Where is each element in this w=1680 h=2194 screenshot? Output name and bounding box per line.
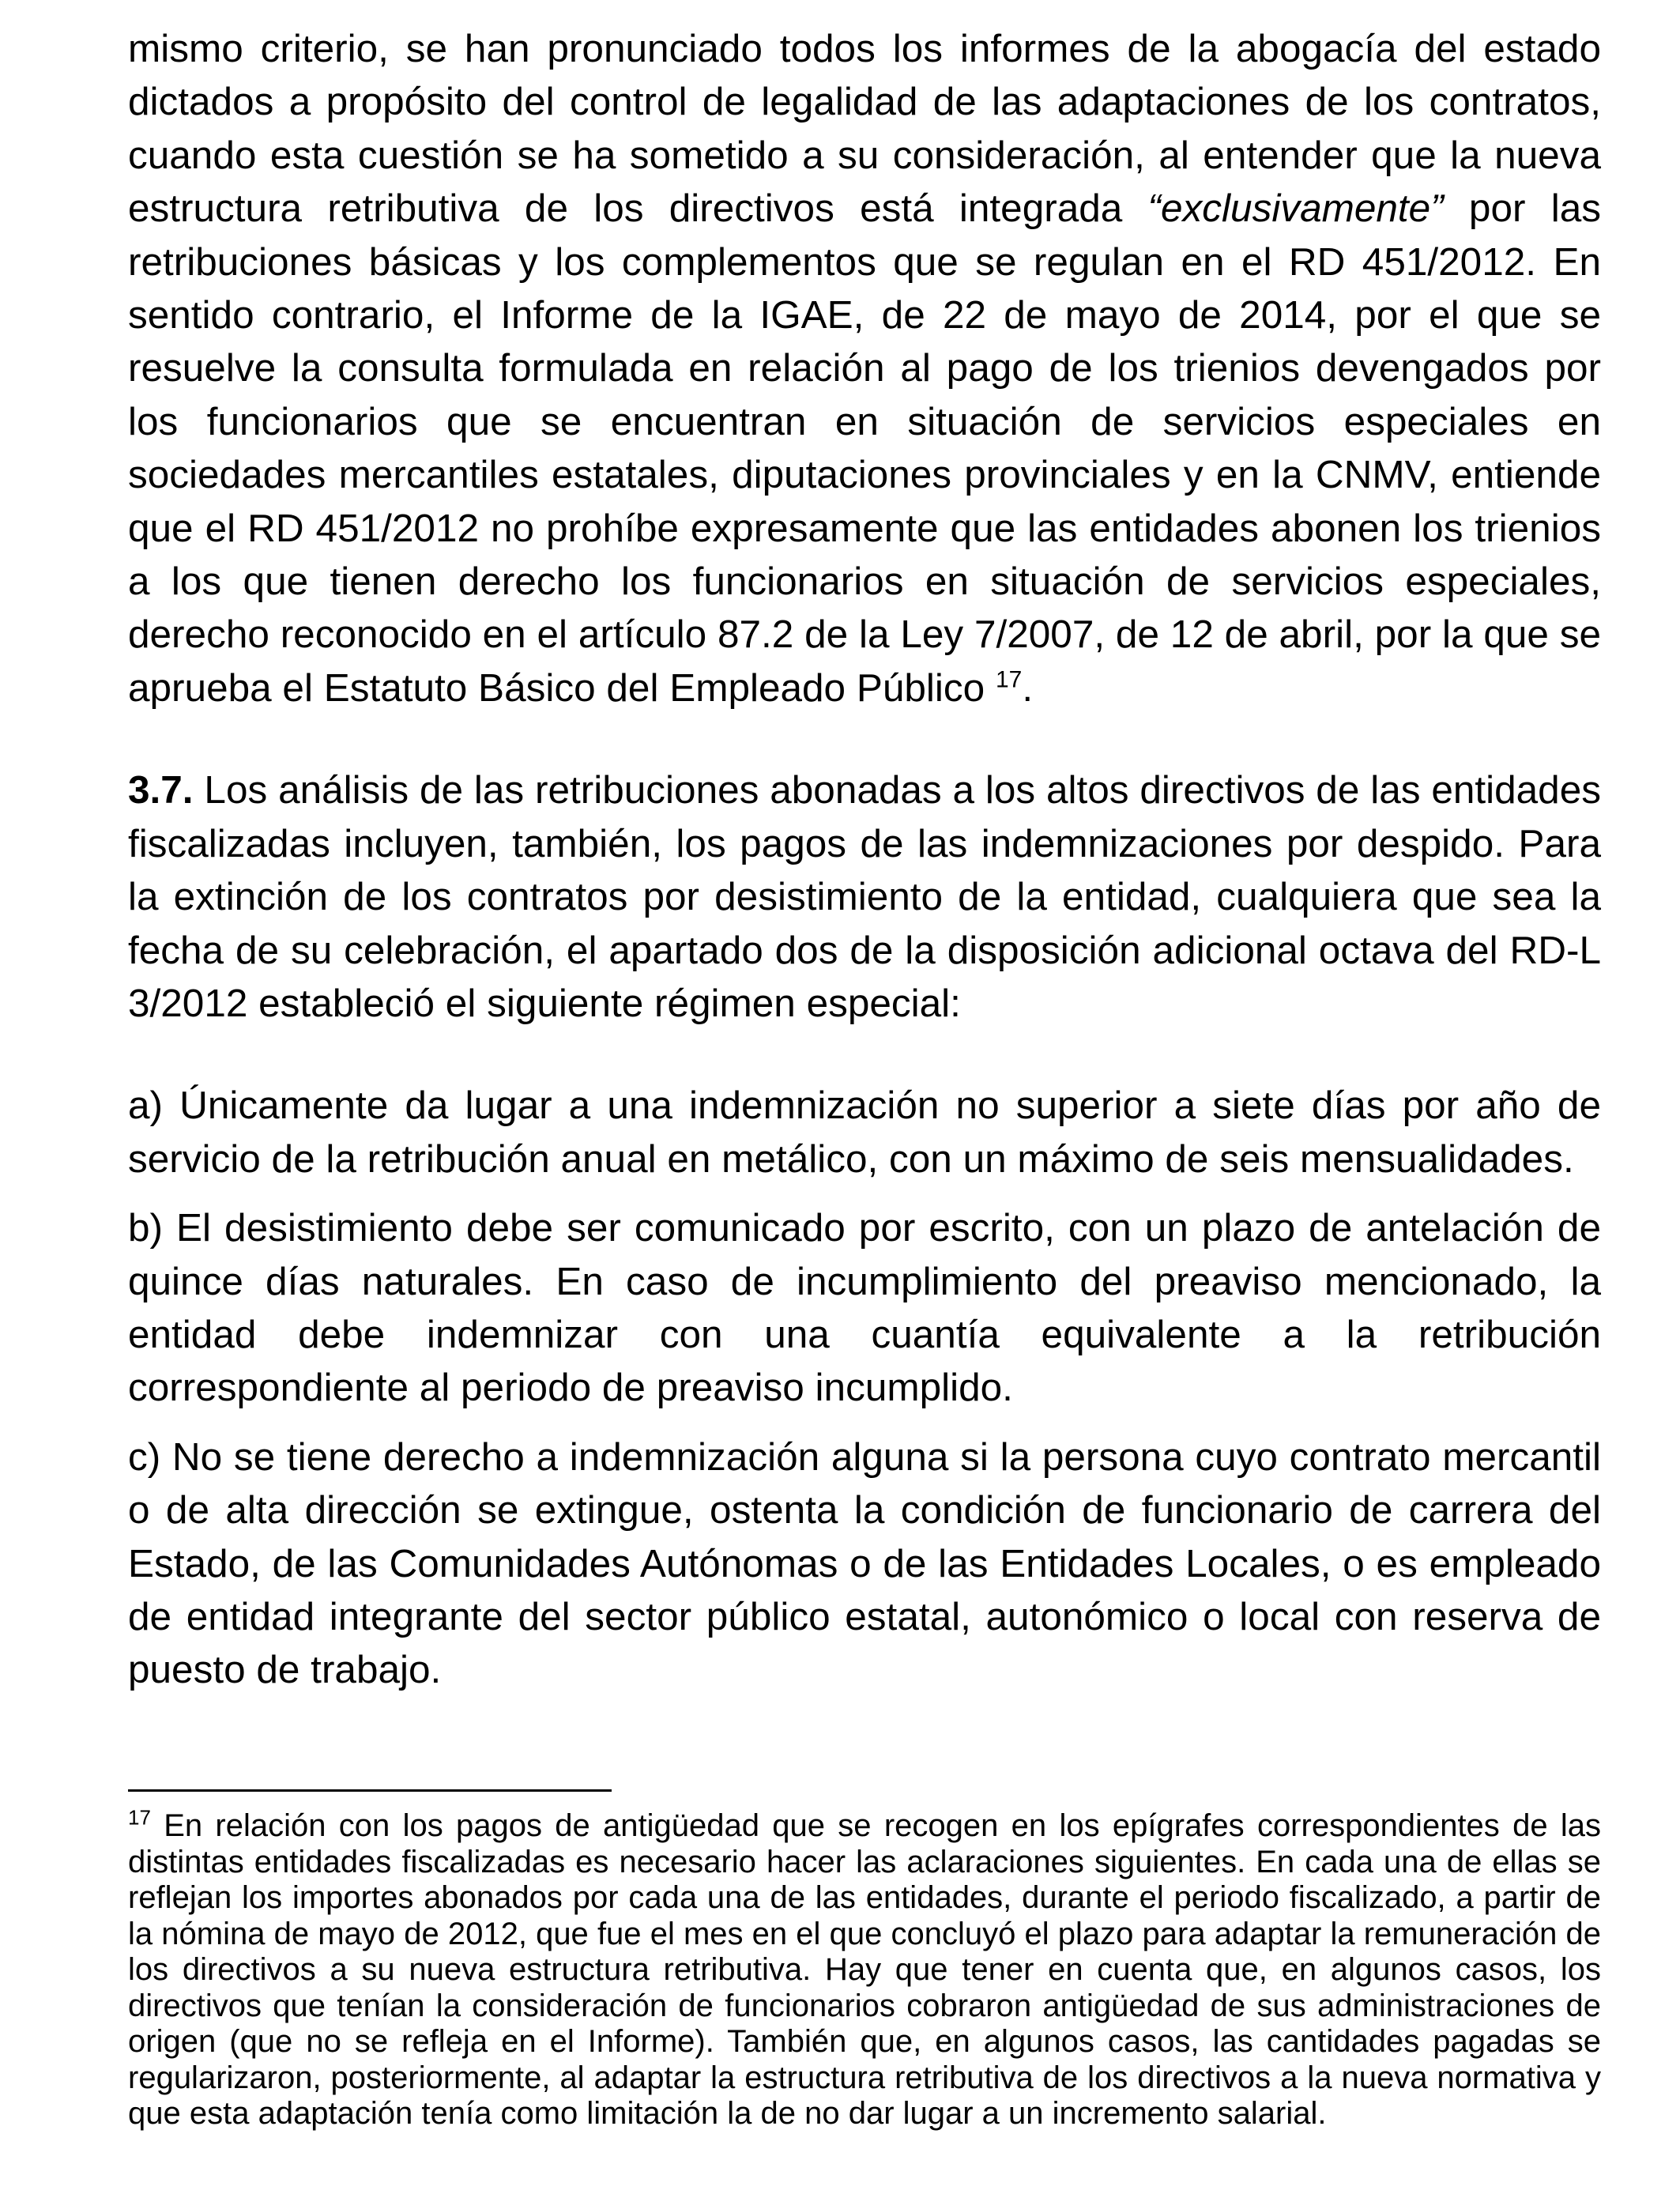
intro-text-after: por las retribuciones básicas y los complementos que se regulan en el RD 451/2012. En sentido contrario, el Informe de la IGAE, de 22 de mayo de 2014, por el que se resuelve la consulta formulada en relación al pago de los trienios devengados por los funcionarios que se encuentran en situación de servicios especiales en sociedades mercantiles estatales, diputaciones provinciales y en la CNMV, entiende que el RD 451/2012 no prohíbe expresamente que las entidades abonen los trienios a los que tienen derecho los funcionarios en situación de servicios especiales, derecho reconocido en el artículo 87.2 de la Ley 7/2007, de 12 de abril, por la que se aprueba el Estatuto Básico del Empleado Público xyxy=(128,187,1602,710)
list-item-marker: a) xyxy=(128,1084,164,1128)
document-body xyxy=(128,22,1601,1697)
paragraph-intro xyxy=(128,22,1601,714)
list-item-marker: b) xyxy=(128,1206,164,1250)
footnote-reference[interactable]: 17 xyxy=(995,666,1023,693)
list-item-b xyxy=(128,1201,1601,1415)
list-item-text: El desistimiento debe ser comunicado por escrito, con un plazo de antelación de quince días naturales. En caso de incumplimiento del preaviso mencionado, la entidad debe indemnizar con una cuantía equivalente a la retribución correspondiente al periodo de preaviso incumplido. xyxy=(128,1206,1601,1410)
list-item-a xyxy=(128,1079,1601,1186)
footnote-text: En relación con los pagos de antigüedad que se recogen en los epígrafes correspondientes de las distintas entidades fiscalizadas es necesario hacer las aclaraciones siguientes. En cada una de ellas se reflejan los importes abonados por cada una de las entidades, durante el periodo fiscalizado, a partir de la nómina de mayo de 2012, que fue el mes en el que concluyó el plazo para adaptar la remuneración de los directivos a su nueva estructura retributiva. Hay que tener en cuenta que, en algunos casos, los directivos que tenían la consideración de funcionarios cobraron antigüedad de sus administraciones de origen (que no se refleja en el Informe). También que, en algunos casos, las cantidades pagadas se regularizaron, posteriormente, al adaptar la estructura retributiva de los directivos a la nueva normativa y que esta adaptación tenía como limitación la de no dar lugar a un incremento salarial. xyxy=(128,1808,1601,2131)
section-number: 3.7. xyxy=(128,768,194,812)
section-3-7-text: Los análisis de las retribuciones abonadas a los altos directivos de las entidades fiscalizadas incluyen, también, los pagos de las indemnizaciones por despido. Para la extinción de los contratos por desistimiento de la entidad, cualquiera que sea la fecha de su celebración, el apartado dos de la disposición adicional octava del RD-L 3/2012 estableció el siguiente régimen especial: xyxy=(128,768,1601,1025)
footnote-separator xyxy=(128,1789,612,1792)
list-item-c xyxy=(128,1431,1601,1697)
list-item-text: No se tiene derecho a indemnización alguna si la persona cuyo contrato mercantil o de alta dirección se extingue, ostenta la condición de funcionario de carrera del Estado, de las Comunidades Autónomas o de las Entidades Locales, o es empleado de entidad integrante del sector público estatal, autonómico o local con reserva de puesto de trabajo. xyxy=(128,1434,1601,1692)
list-item-marker: c) xyxy=(128,1434,161,1479)
intro-text-end: . xyxy=(1022,665,1034,710)
intro-text-before: mismo criterio, se han pronunciado todos los informes de la abogacía del estado dictados a propósito del control de legalidad de las adaptaciones de los contratos, cuando esta cuestión se ha sometido a su consideración, al entender que la nueva estructura retributiva de los directivos está integrada xyxy=(128,27,1601,231)
list-item-text: Únicamente da lugar a una indemnización no superior a siete días por año de servicio de la retribución anual en metálico, con un máximo de seis mensualidades. xyxy=(128,1084,1601,1181)
footnote-17 xyxy=(128,1805,1601,2132)
intro-emphasis: “exclusivamente” xyxy=(1147,187,1444,231)
paragraph-section-3-7 xyxy=(128,763,1601,1030)
footnote-number: 17 xyxy=(128,1805,151,1830)
